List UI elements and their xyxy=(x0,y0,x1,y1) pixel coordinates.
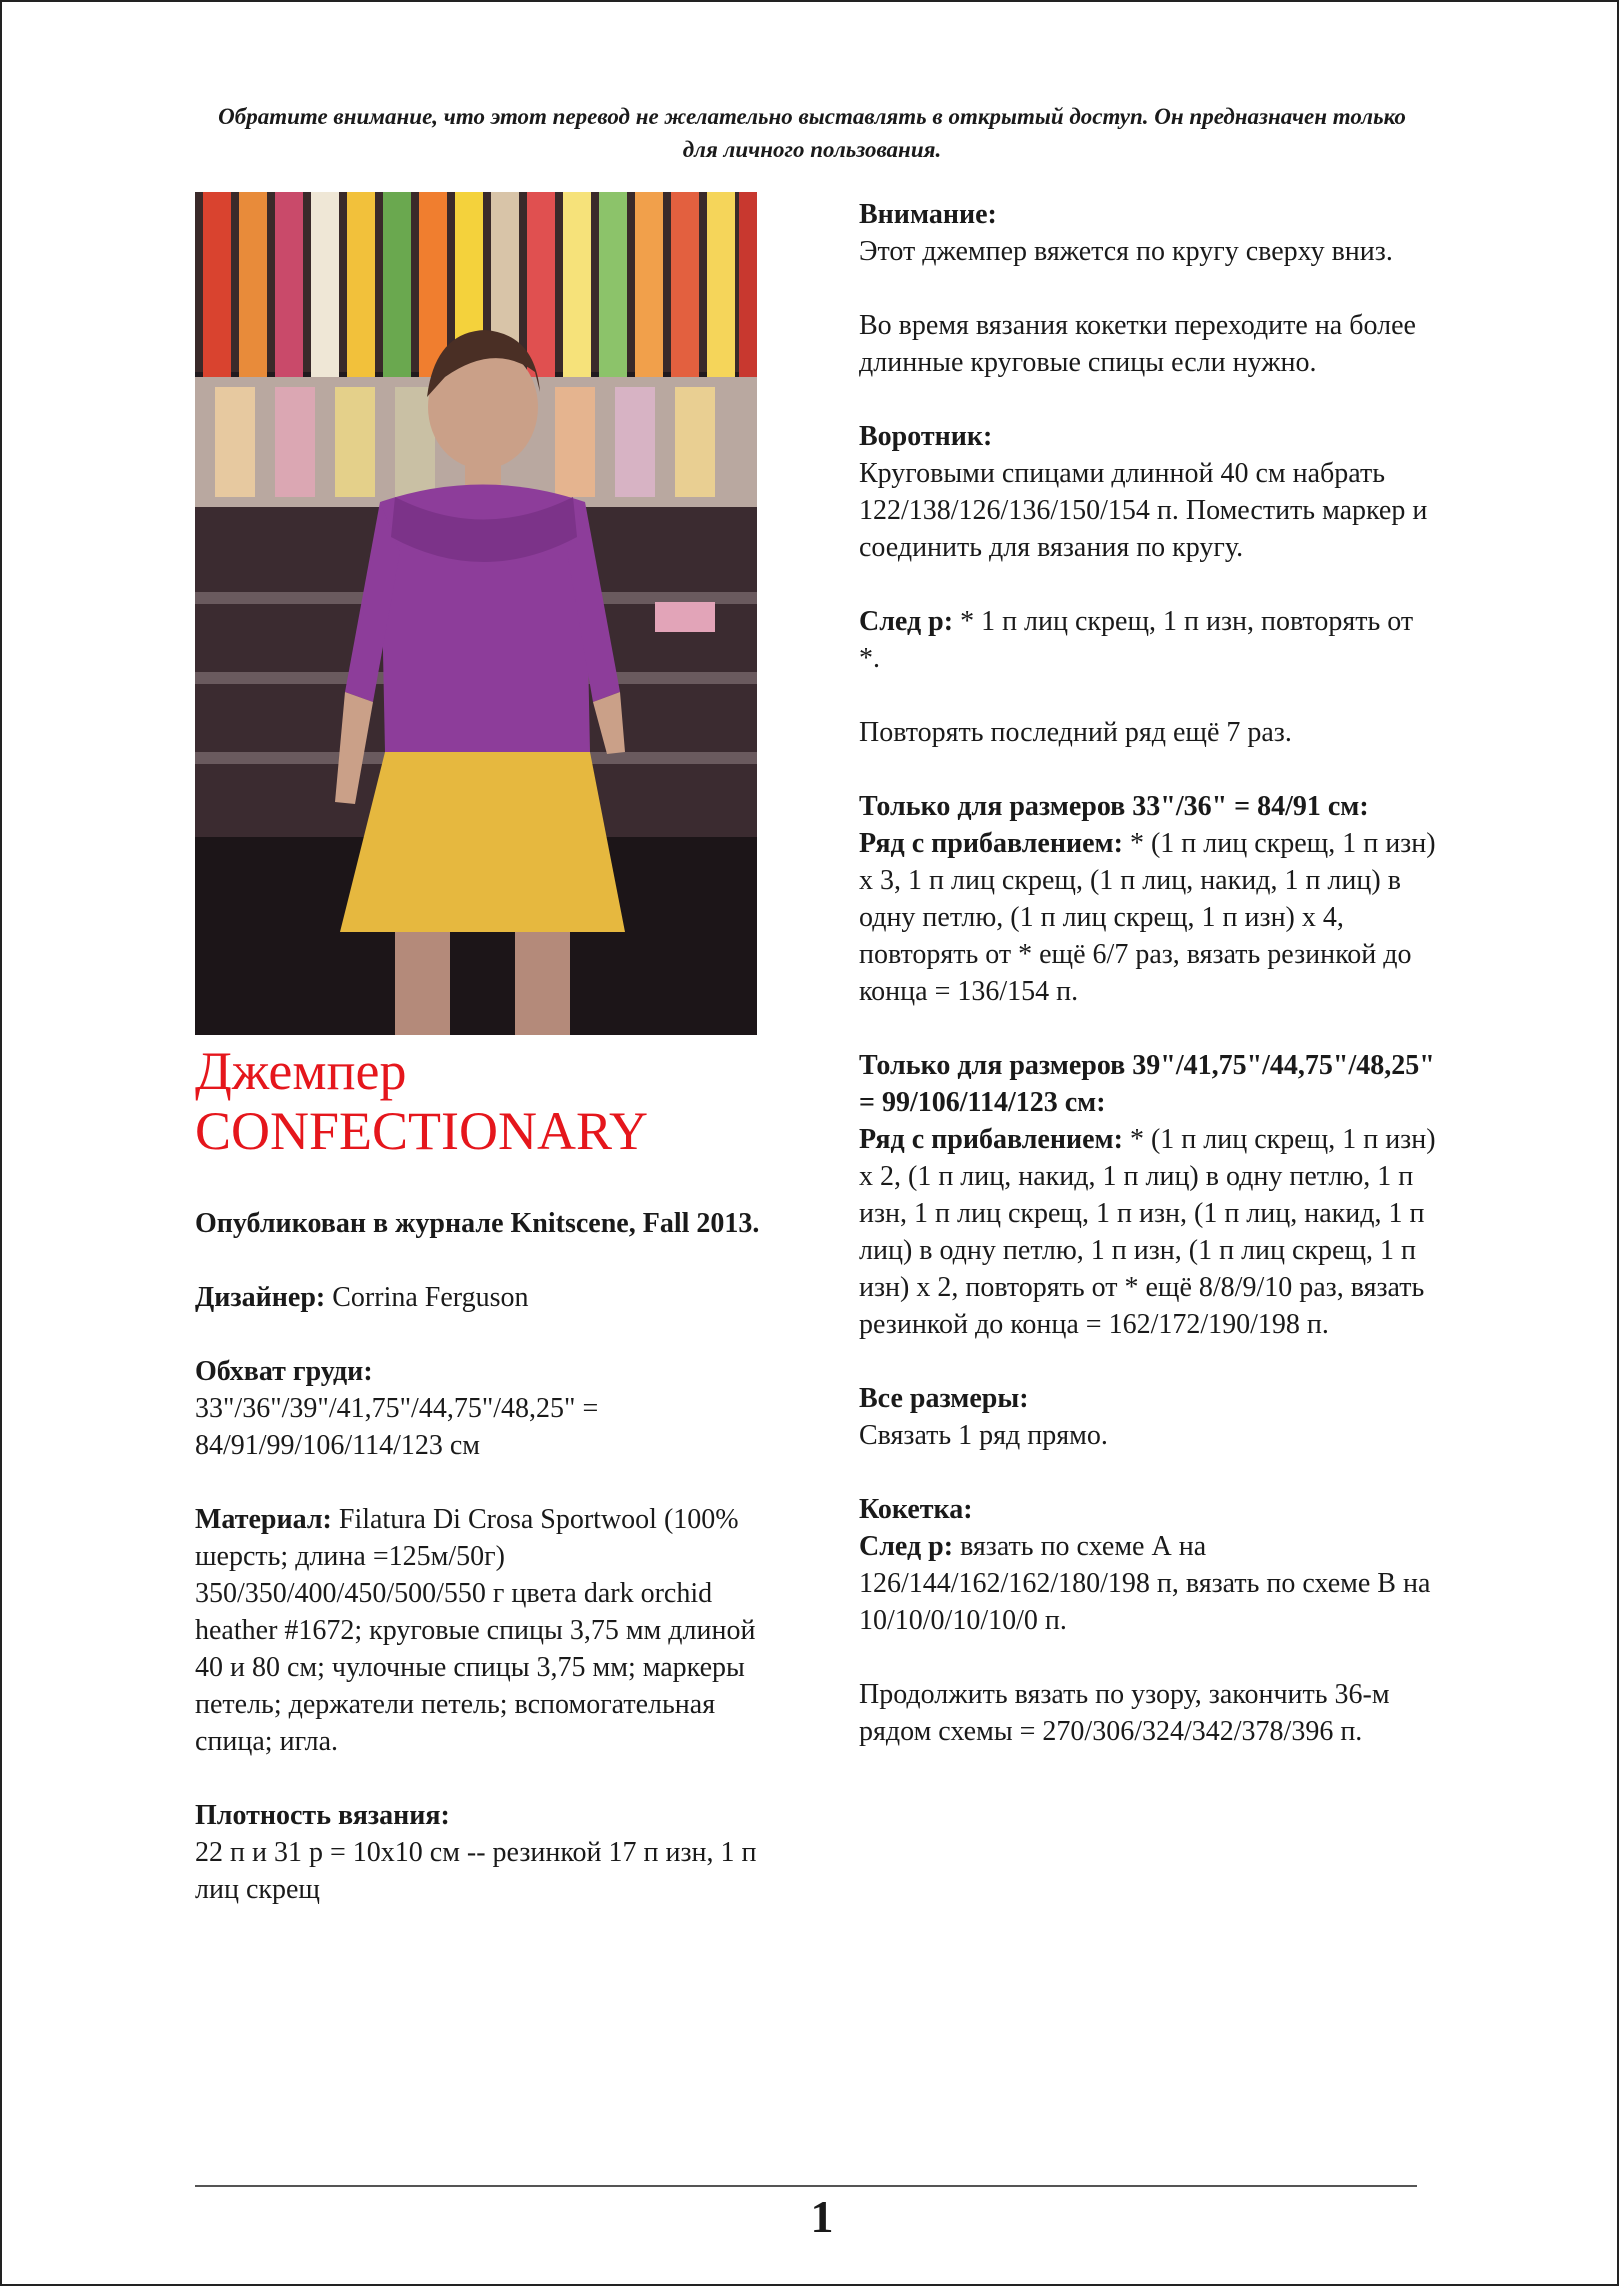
material-value: Filatura Di Crosa Sportwool (100% шерсть; длина =125м/50г) 350/350/400/450/500/550 г цвета dark orchid heather #1672; круговые спицы 3,75 мм длиной 40 и 80 см; чулочные спицы 3,75 мм; маркеры петель; держатели петель; вспомогательная спица; игла. xyxy=(195,1504,756,1757)
yoke-label: Кокетка: xyxy=(859,1494,973,1525)
yoke-section xyxy=(859,1491,1439,1639)
title-line-2: CONFECTIONARY xyxy=(195,1101,649,1161)
next-row-instruction xyxy=(859,603,1439,677)
material-label: Материал: xyxy=(195,1504,332,1535)
size-large-section xyxy=(859,1047,1439,1343)
gauge-info xyxy=(195,1797,765,1908)
size-large-heading: Только для размеров 39"/41,75"/44,75"/48,25" = 99/106/114/123 см: xyxy=(859,1050,1435,1118)
model-in-purple-sweater-photo xyxy=(195,192,757,1035)
size-small-heading: Только для размеров 33"/36" = 84/91 см: xyxy=(859,791,1369,822)
next-row-text: * 1 п лиц скрещ, 1 п изн, повторять от *. xyxy=(859,606,1414,674)
title-line-1: Джемпер xyxy=(195,1041,407,1101)
gauge-label: Плотность вязания: xyxy=(195,1800,450,1831)
published-note: Опубликован в журнале Knitscene, Fall 2013. xyxy=(195,1208,760,1239)
right-column xyxy=(859,196,1439,1787)
designer-value: Corrina Ferguson xyxy=(325,1282,529,1313)
attention-text-2: Во время вязания кокетки переходите на более длинные круговые спицы если нужно. xyxy=(859,310,1416,378)
yoke-row-text: вязать по схеме А на 126/144/162/162/180/198 п, вязать по схеме В на 10/10/0/10/10/0 п. xyxy=(859,1531,1431,1636)
page-number: 1 xyxy=(810,2191,834,2242)
size-small-inc-label: Ряд с прибавлением: xyxy=(859,828,1123,859)
gauge-value: 22 п и 31 р = 10х10 см -- резинкой 17 п изн, 1 п лиц скрещ xyxy=(195,1837,757,1905)
pattern-title xyxy=(195,1041,765,1161)
attention-label: Внимание: xyxy=(859,199,997,230)
designer-label: Дизайнер: xyxy=(195,1282,326,1313)
size-large-inc-label: Ряд с прибавлением: xyxy=(859,1124,1123,1155)
all-sizes-label: Все размеры: xyxy=(859,1383,1029,1414)
collar-label: Воротник: xyxy=(859,421,993,452)
all-sizes-text: Связать 1 ряд прямо. xyxy=(859,1420,1108,1451)
attention-text-1: Этот джемпер вяжется по кругу сверху вниз. xyxy=(859,236,1393,267)
repeat-instruction: Повторять последний ряд ещё 7 раз. xyxy=(859,717,1292,748)
all-sizes-section xyxy=(859,1380,1439,1454)
left-column xyxy=(195,192,765,1945)
yoke-continue: Продолжить вязать по узору, закончить 36-м рядом схемы = 270/306/324/342/378/396 п. xyxy=(859,1679,1390,1747)
private-use-notice: Обратите внимание, что этот перевод не желательно выставлять в открытый доступ. Он предназначен только для личного пользования. xyxy=(218,104,1406,162)
size-small-inc-text: * (1 п лиц скрещ, 1 п изн) х 3, 1 п лиц скрещ, (1 п лиц, накид, 1 п лиц) в одну петлю, (1 п лиц скрещ, 1 п изн) х 4, повторять от * ещё 6/7 раз, вязать резинкой до конца = 136/154 п. xyxy=(859,828,1436,1007)
collar-text: Круговыми спицами длинной 40 см набрать 122/138/126/136/150/154 п. Поместить маркер и соединить для вязания по кругу. xyxy=(859,458,1428,563)
designer-info xyxy=(195,1279,765,1316)
size-small-section xyxy=(859,788,1439,1010)
next-row-label: След р: xyxy=(859,606,954,637)
attention-section xyxy=(859,196,1439,270)
material-info xyxy=(195,1501,765,1760)
bust-value: 33"/36"/39"/41,75"/44,75"/48,25" = 84/91/99/106/114/123 см xyxy=(195,1393,599,1461)
bust-label: Обхват груди: xyxy=(195,1356,373,1387)
size-large-inc-text: * (1 п лиц скрещ, 1 п изн) х 2, (1 п лиц, накид, 1 п лиц) в одну петлю, 1 п изн, 1 п лиц скрещ, 1 п изн, (1 п лиц, накид, 1 п лиц) в одну петлю, 1 п изн, (1 п лиц скрещ, 1 п изн) х 2, повторять от * ещё 8/8/9/10 раз, вязать резинкой до конца = 162/172/190/198 п. xyxy=(859,1124,1436,1340)
collar-section xyxy=(859,418,1439,566)
yoke-row-label: След р: xyxy=(859,1531,954,1562)
footer-divider xyxy=(195,2185,1417,2187)
bust-info xyxy=(195,1353,765,1464)
